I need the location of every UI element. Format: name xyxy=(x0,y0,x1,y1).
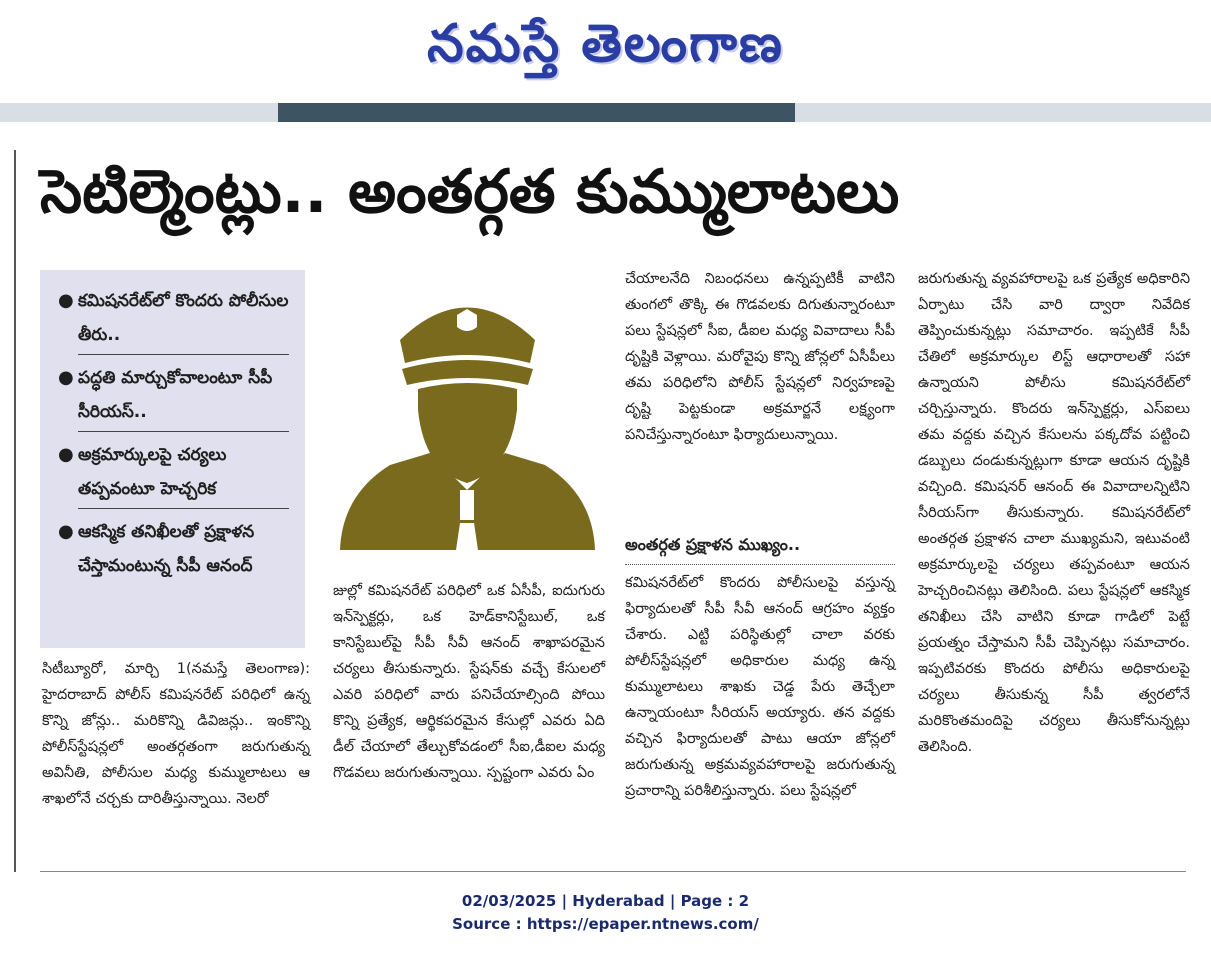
page-footer xyxy=(0,890,1211,936)
footer-dateline: 02/03/2025 | Hyderabad | Page : 2 xyxy=(461,892,750,910)
article-headline: సెటిల్మెంట్లు.. అంతర్గత కుమ్ములాటలు xyxy=(40,157,900,227)
bullet-icon: ● xyxy=(58,367,74,388)
article-subheading: అంతర్గత ప్రక్షాళన ముఖ్యం.. xyxy=(625,528,895,565)
bullet-icon: ● xyxy=(58,521,74,542)
masthead-band-accent xyxy=(278,103,795,122)
highlights-box xyxy=(40,270,305,648)
highlight-item xyxy=(58,361,289,432)
article-column-1: సిటీబ్యూరో, మార్చి 1(నమస్తే తెలంగాణ): హైదరాబాద్ పోలీస్ కమిషనరేట్ పరిధిలో ఉన్న కొన్ని జోన్లు.. మరికొన్ని డివిజన్లు.. ఇంకొన్ని పోలీస్‌స్టేషన్లలో అంతర్గతంగా జరుగుతున్న అవినీతి, పోలీసుల మధ్య కుమ్ములాటలు ఆ శాఖలోనే చర్చకు దారితీస్తున్నాయి. నెలరో xyxy=(42,661,315,807)
newspaper-logo: నమస్తే తెలంగాణ xyxy=(427,13,784,74)
article-column-2: జుల్లో కమిషనరేట్ పరిధిలో ఒక ఏసీపీ, ఐదుగురు ఇన్‌స్పెక్టర్లు, ఒక హెడ్‌కానిస్టేబుల్, ఒక కానిస్టేబుల్‌పై సీపీ సీవీ ఆనంద్ శాఖాపరమైన చర్యలు తీసుకున్నారు. స్టేషన్‌కు వచ్చే కేసులలో ఎవరి పరిధిలో వారు పనిచేయాల్సింది పోయి కొన్ని ప్రత్యేక, ఆర్థికపరమైన కేసుల్లో ఎవరు ఏది డీల్ చేయాలో తేల్చుకోవడంలో సీఐ,డీఐల మధ్య గొడవలు జరుగుతున్నాయి. స్పష్టంగా ఎవరు ఏం xyxy=(333,583,610,781)
highlight-text: పద్ధతి మార్చుకోవాలంటూ సీపీ సీరియస్.. xyxy=(78,361,289,432)
highlight-text: అక్రమార్కులపై చర్యలు తప్పవంటూ హెచ్చరిక xyxy=(78,438,289,509)
bullet-icon: ● xyxy=(58,444,74,465)
article-column-4: జరుగుతున్న వ్యవహారాలపై ఒక ప్రత్యేక అధికారిని ఏర్పాటు చేసి వారి ద్వారా నివేదిక తెప్పించుకున్నట్లు సమాచారం. ఇప్పటికే సీపీ చేతిలో అక్రమార్కుల లిస్ట్ ఆధారాలతో సహా ఉన్నాయని పోలీసు కమిషనరేట్‌లో చర్చిస్తున్నారు. కొందరు ఇన్‌స్పెక్టర్లు, ఎస్ఐలు తమ వద్దకు వచ్చిన కేసులను పక్కదోవ పట్టించి డబ్బులు దండుకున్నట్లుగా కూడా ఆయన దృష్టికి వచ్చింది. కమిషనర్ ఆనంద్ ఈ వివాదాలన్నిటిని సీరియస్‌గా తీసుకున్నారు. కమిషనరేట్‌లో అంతర్గత ప్రక్షాళన చాలా ముఖ్యమని, ఇటువంటి అక్రమార్కులపై చర్యలు తప్పవంటూ ఆయన హెచ్చరించినట్లు తెలిసింది. పలు స్టేషన్లలో ఆకస్మిక తనిఖీలు చేసి వాటిని కూడా గాడిలో పెట్టే ప్రయత్నం చేస్తామని సీపీ చెప్పినట్లు సమాచారం. ఇప్పటివరకు కొందరు పోలీసు అధికారులపై చర్యలు తీసుకున్న సీపీ త్వరలోనే మరికొంతమందిపై చర్యలు తీసుకోనున్నట్లు తెలిసింది. xyxy=(918,271,1195,755)
highlight-item xyxy=(58,515,289,585)
page-left-rule xyxy=(14,150,16,872)
footer-source: Source : https://epaper.ntnews.com/ xyxy=(452,915,759,933)
footer-rule xyxy=(40,871,1186,872)
highlight-item xyxy=(58,438,289,509)
highlight-text: ఆకస్మిక తనిఖీలతో ప్రక్షాళన చేస్తామంటున్న సీపీ ఆనంద్ xyxy=(78,522,255,576)
bullet-icon: ● xyxy=(58,290,74,311)
highlight-text: కమిషనరేట్‌లో కొందరు పోలీసుల తీరు.. xyxy=(78,284,289,355)
highlight-item xyxy=(58,284,289,355)
masthead xyxy=(0,0,1211,100)
article-column-3-top: చేయాలనేది నిబంధనలు ఉన్నప్పటికీ వాటిని తుంగలో తొక్కి ఈ గొడవలకు దిగుతున్నారంటూ పలు స్టేషన్లలో సీఐ, డీఐల మధ్య వివాదాలు సీపీ దృష్టికి వెళ్లాయి. మరోవైపు కొన్ని జోన్లలో ఏసీపీలు తమ పరిధిలోని పోలీస్ స్టేషన్లలో నిర్వహణపై దృష్టి పెట్టకుండా అక్రమార్జనే లక్ష్యంగా పనిచేస్తున్నారంటూ ఫిర్యాదులున్నాయి. xyxy=(625,271,900,443)
police-officer-icon xyxy=(330,285,605,555)
article-column-3-bottom: కమిషనరేట్‌లో కొందరు పోలీసులపై వస్తున్న ఫిర్యాదులతో సీపీ సీవీ ఆనంద్ ఆగ్రహం వ్యక్తం చేశారు. ఎట్టి పరిస్థితుల్లో చాలా వరకు పోలీస్‌స్టేషన్లలో అధికారుల మధ్య ఉన్న కుమ్ములాటలు శాఖకు చెడ్డ పేరు తెచ్చేలా ఉన్నాయంటూ సీరియస్ అయ్యారు. తన వద్దకు వచ్చిన ఫిర్యాదులతో పాటు ఆయా జోన్లలో జరుగుతున్న అక్రమవ్యవహారాలపై జరుగుతున్న ప్రచారాన్ని పరిశీలిస్తున్నారు. పలు స్టేషన్లలో xyxy=(625,575,900,799)
